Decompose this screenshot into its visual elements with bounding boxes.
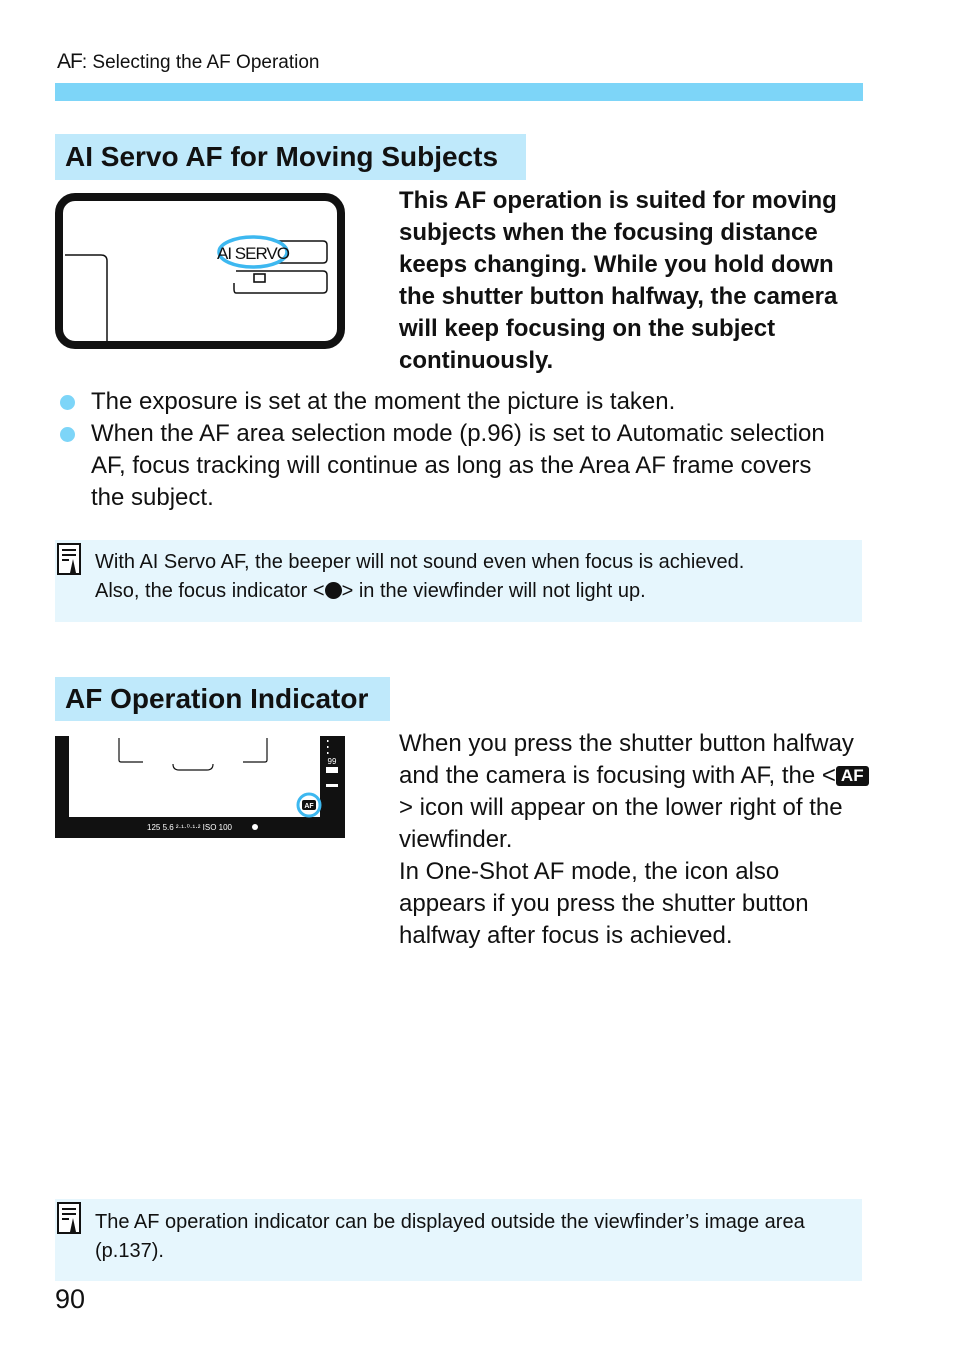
af-indicator-description: When you press the shutter button halfway and the camera is focusing with AF, the < AF> icon will appear on the lower right of the viewfinder. In One-Shot AF mode, the icon also appears if you press the shutter button halfway after focus is achieved. xyxy=(399,728,869,952)
note-text-line2: Also, the focus indicator < > in the viewfinder will not light up. xyxy=(95,580,646,602)
running-header xyxy=(57,50,319,74)
section-title-ai-servo: AI Servo AF for Moving Subjects xyxy=(55,134,526,180)
af-mode-icon: AF xyxy=(57,50,82,73)
one-shot-description: In One-Shot AF mode, the icon also appears if you press the shutter button halfway after focus is achieved. xyxy=(399,858,809,949)
bullet-icon xyxy=(60,395,75,410)
list-item xyxy=(60,386,850,418)
bullet-text: The exposure is set at the moment the picture is taken. xyxy=(91,388,676,415)
bullet-text: When the AF area selection mode (p.96) is set to Automatic selection AF, focus tracking will continue as long as the Area AF frame covers the subject. xyxy=(91,420,825,511)
note-icon xyxy=(57,1202,81,1234)
ai-servo-label: AI SERVO xyxy=(217,244,289,263)
ai-servo-description: This AF operation is suited for moving subjects when the focusing distance keeps changing. While you hold down the shutter button halfway, the camera will keep focusing on the subject continuously. xyxy=(399,187,838,374)
bullet-list xyxy=(60,386,850,514)
note-text-line1: With AI Servo AF, the beeper will not sound even when focus is achieved. xyxy=(95,551,745,573)
note-icon xyxy=(57,543,81,575)
viewfinder-illustration xyxy=(55,736,345,838)
focus-indicator-icon xyxy=(325,582,342,599)
running-header-title: : Selecting the AF Operation xyxy=(81,52,320,73)
lcd-panel-illustration xyxy=(55,193,345,349)
note-text: The AF operation indicator can be displayed outside the viewfinder’s image area (p.137). xyxy=(95,1211,805,1262)
exposure-readout: 125 5.6 ²·¹·⁰·¹·² ISO 100 xyxy=(147,823,233,832)
note-box-beeper xyxy=(55,540,862,622)
bullet-icon xyxy=(60,427,75,442)
page-number: 90 xyxy=(55,1284,86,1314)
section-title-af-indicator: AF Operation Indicator xyxy=(55,677,390,721)
note-box-indicator-display xyxy=(55,1199,862,1281)
header-bar xyxy=(55,83,863,101)
af-indicator-icon: AF xyxy=(304,803,314,810)
shots-remaining-readout: 99 xyxy=(327,757,337,766)
list-item xyxy=(60,418,850,514)
af-icon: AF xyxy=(836,766,869,786)
